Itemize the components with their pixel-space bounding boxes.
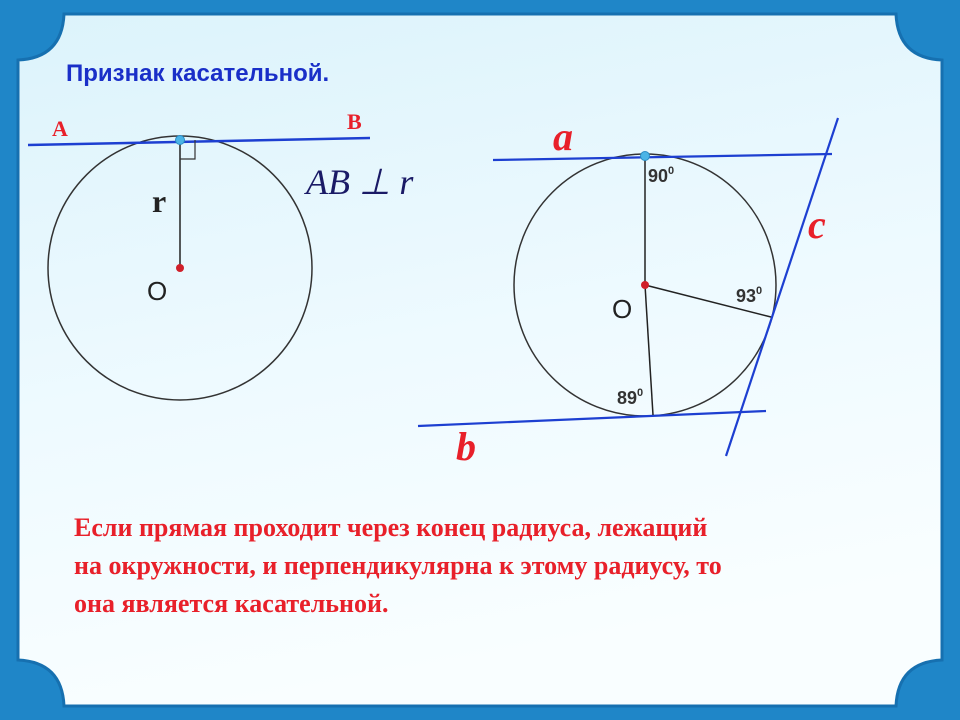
theorem-text — [74, 509, 914, 623]
tangent-point-a — [641, 152, 650, 161]
angle-value-90: 90 — [648, 166, 669, 186]
degree-sup-90: 0 — [668, 165, 675, 177]
line-c-label: c — [808, 202, 826, 247]
slide-title: Признак касательной. — [66, 60, 330, 87]
label-b-point: B — [347, 109, 362, 134]
theorem-line-1: Если прямая проходит через конец радиуса, лежащий — [74, 513, 708, 542]
center-point — [641, 281, 649, 289]
radius-label: r — [152, 183, 167, 219]
theorem-line-2: на окружности, и перпендикулярна к этому радиусу, то — [74, 551, 722, 580]
center-label-right: O — [612, 294, 633, 324]
label-a-point: A — [52, 116, 68, 141]
angle-value-89: 89 — [617, 388, 638, 408]
line-a-label: a — [553, 114, 573, 159]
line-b-label: b — [456, 424, 476, 469]
center-label: O — [147, 276, 168, 306]
degree-sup-89: 0 — [637, 387, 644, 399]
degree-sup-93: 0 — [756, 285, 763, 297]
center-point — [176, 264, 184, 272]
theorem-line-3: она является касательной. — [74, 589, 389, 618]
angle-value-93: 93 — [736, 286, 757, 306]
tangent-point — [176, 136, 185, 145]
formula-ab-perp-r: AB ⊥ r — [306, 162, 414, 202]
